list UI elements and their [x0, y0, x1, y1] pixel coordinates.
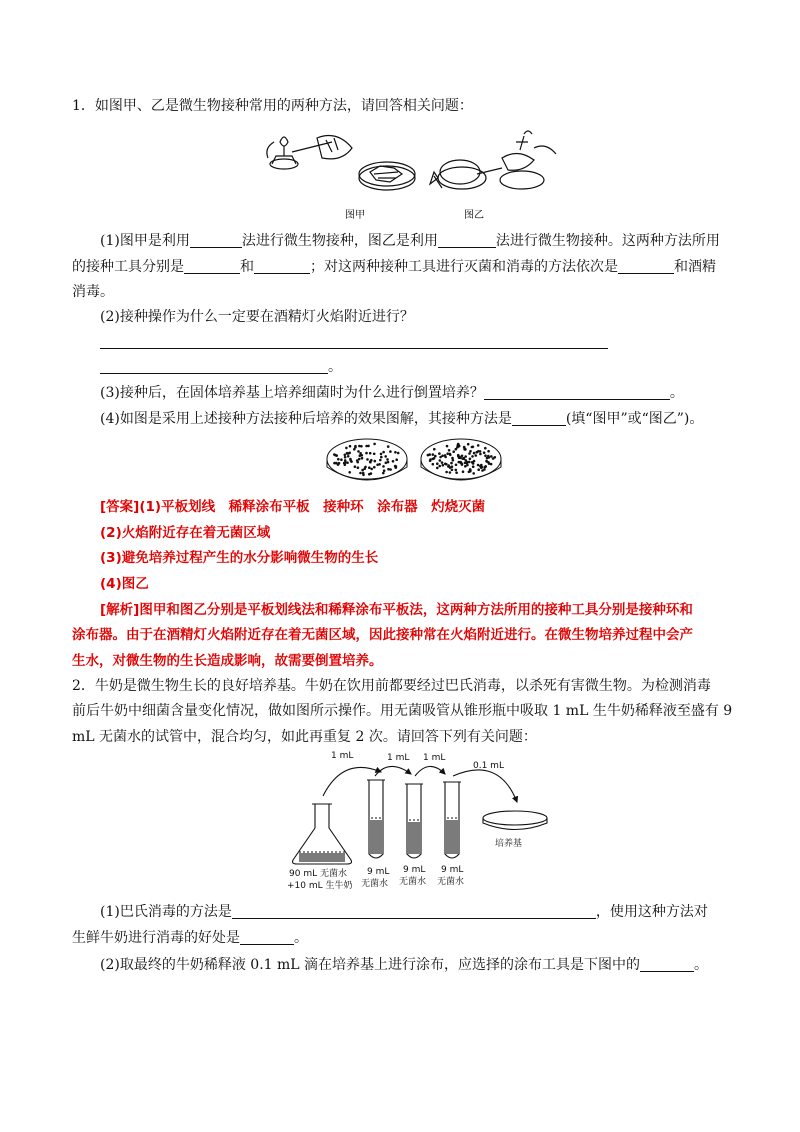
colony-dot	[476, 451, 479, 454]
colony-dot	[439, 456, 442, 459]
colony-dot	[344, 454, 347, 457]
colony-dot	[385, 462, 388, 465]
colony-dot	[480, 465, 483, 468]
colony-dot	[447, 464, 450, 467]
colony-dot	[356, 461, 359, 464]
colony-dot	[442, 464, 445, 467]
colony-dot	[472, 465, 475, 468]
colony-dot	[487, 450, 490, 453]
tube3-label-1: 9 mL	[441, 865, 464, 875]
colony-dot	[452, 459, 455, 462]
colony-dot	[462, 470, 465, 473]
colony-dot	[429, 460, 432, 463]
colony-dot	[432, 458, 435, 461]
colony-dot	[392, 460, 395, 463]
answer-line-2: (2)火焰附近存在着无菌区域	[100, 525, 271, 541]
colony-dot	[347, 455, 350, 458]
colony-dot	[477, 444, 480, 447]
colony-dot	[494, 456, 497, 459]
answer-blank[interactable]	[484, 384, 670, 400]
colony-dot	[362, 474, 365, 477]
colony-dot	[438, 465, 441, 468]
colony-dot	[360, 445, 363, 448]
colony-dot	[357, 450, 360, 453]
colony-plates-figure	[325, 437, 505, 489]
tube2-label-2: 无菌水	[399, 877, 427, 887]
colony-dot	[354, 445, 357, 448]
colony-dot	[394, 465, 397, 468]
arrow-label-3: 1 mL	[423, 753, 446, 763]
colony-dot	[370, 468, 373, 471]
fig-label-yi: 图乙	[464, 210, 484, 221]
colony-dot	[359, 452, 362, 455]
colony-dot	[438, 452, 441, 455]
colony-dot	[354, 465, 357, 468]
colony-dot	[471, 455, 474, 458]
colony-dot	[464, 448, 467, 451]
colony-dot	[344, 459, 347, 462]
dilution-diagram	[285, 748, 565, 898]
colony-dot	[376, 464, 379, 467]
colony-dot	[434, 455, 437, 458]
colony-dot	[461, 457, 464, 460]
colony-dot	[439, 459, 442, 462]
colony-dot	[370, 472, 373, 475]
colony-dot	[346, 461, 349, 464]
colony-dots-right	[427, 443, 497, 475]
colony-dot	[444, 454, 447, 457]
q1-part4: (4)如图是采用上述接种方法接种后培养的效果图解，其接种方法是 (填“图甲”或“图乙”)。	[100, 411, 704, 427]
colony-dot	[469, 450, 472, 453]
colony-dot	[448, 449, 451, 452]
colony-dot	[387, 445, 390, 448]
colony-dot	[459, 461, 462, 464]
colony-dot	[461, 455, 464, 458]
colony-dot	[455, 464, 458, 467]
colony-dot	[467, 443, 470, 446]
colony-dot	[394, 451, 397, 454]
q1-part1-line3: 消毒。	[72, 284, 114, 300]
colony-dot	[466, 464, 469, 467]
colony-dot	[374, 460, 377, 463]
colony-dot	[465, 459, 468, 462]
colony-dot	[373, 466, 376, 469]
colony-dot	[452, 450, 455, 453]
q2-intro-line1: 2．牛奶是微生物生长的良好培养基。牛奶在饮用前都要经过巴氏消毒，以杀死有害微生物。为检测消毒	[72, 678, 711, 694]
colony-dot	[455, 471, 458, 474]
colony-dot	[366, 458, 369, 461]
colony-dot	[382, 472, 385, 475]
answer-blank[interactable]	[438, 232, 496, 248]
colony-dot	[457, 443, 460, 446]
q1-part2: (2)接种操作为什么一定要在酒精灯火焰附近进行？	[100, 309, 414, 325]
colony-dot	[370, 459, 373, 462]
arrow-label-1: 1 mL	[331, 751, 354, 761]
q1-part1-line2: 的接种工具分别是 和 ；对这两种接种工具进行灭菌和消毒的方法依次是 和酒精	[72, 259, 716, 275]
colony-dot	[436, 462, 439, 465]
colony-dot	[485, 460, 488, 463]
arrow-label-2: 1 mL	[387, 753, 410, 763]
answer-blank[interactable]	[100, 333, 608, 349]
colony-dot	[387, 461, 390, 464]
colony-dot	[373, 453, 376, 456]
colony-dot	[386, 458, 389, 461]
colony-dot	[384, 455, 387, 458]
inoculation-figure	[262, 128, 562, 224]
q2-part1-line2: 生鲜牛奶进行消毒的好处是 。	[72, 930, 308, 946]
q1-part1-line1: (1)图甲是利用 法进行微生物接种，图乙是利用 法进行微生物接种。这两种方法所用	[100, 233, 720, 249]
colony-dot	[382, 451, 385, 454]
answer-blank[interactable]	[618, 258, 674, 274]
colony-dot	[359, 472, 362, 475]
colony-dot	[433, 448, 436, 451]
answer-blank[interactable]	[232, 903, 596, 919]
tube2-label-1: 9 mL	[403, 865, 426, 875]
colony-dot	[358, 458, 361, 461]
colony-dot	[449, 454, 452, 457]
colony-dot	[348, 471, 351, 474]
colony-dot	[383, 469, 386, 472]
colony-dot	[432, 463, 435, 466]
colony-dot	[389, 468, 392, 471]
answer-blank[interactable]	[640, 956, 694, 972]
colony-dot	[368, 466, 371, 469]
q2-part2: (2)取最终的牛奶稀释液 0.1 mL 滴在培养基上进行涂布，应选择的涂布工具是下图中的 。	[100, 957, 709, 973]
colony-dot	[484, 465, 487, 468]
colony-dot	[469, 470, 472, 473]
colony-dot	[337, 458, 340, 461]
colony-dot	[475, 454, 478, 457]
q1-part2-blank-line1	[100, 332, 608, 352]
colony-dot	[468, 452, 471, 455]
colony-dot	[344, 456, 347, 459]
colony-dot	[346, 452, 349, 455]
colony-dot	[395, 458, 398, 461]
colony-dot	[469, 458, 472, 461]
colony-dot	[477, 468, 480, 471]
colony-dot	[333, 453, 336, 456]
q1-title: 1．如图甲、乙是微生物接种常用的两种方法，请回答相关问题：	[72, 98, 473, 114]
q1-part3: (3)接种后，在固体培养基上培养细菌时为什么进行倒置培养？ 。	[100, 385, 684, 401]
colony-dot	[483, 451, 486, 454]
colony-dot	[363, 467, 366, 470]
colony-dot	[446, 452, 449, 455]
q2-intro-line3: mL 无菌水的试管中，混合均匀，如此再重复 2 次。请回答下列有关问题：	[72, 729, 537, 745]
answer-blank[interactable]	[512, 410, 566, 426]
colony-dot	[380, 456, 383, 459]
colony-dot	[473, 452, 476, 455]
colony-dot	[445, 471, 448, 474]
colony-dot	[488, 456, 491, 459]
answer-blank[interactable]	[254, 258, 310, 274]
colony-dot	[455, 469, 458, 472]
answer-line-1: [答案](1)平板划线 稀释涂布平板 接种环 涂布器 灼烧灭菌	[100, 499, 486, 515]
arrow-label-4: 0.1 mL	[473, 761, 504, 771]
q1-part2-blank-line2: 。	[100, 357, 342, 377]
colony-dot	[340, 458, 343, 461]
colony-dot	[484, 454, 487, 457]
colony-dot	[349, 445, 352, 448]
answer-line-4: (4)图乙	[100, 576, 149, 592]
answer-line-3: (3)避免培养过程产生的水分影响微生物的生长	[100, 550, 379, 566]
colony-dot	[333, 462, 336, 465]
colony-dot	[477, 464, 480, 467]
colony-dot	[479, 453, 482, 456]
answer-blank[interactable]	[190, 232, 242, 248]
q2-part1-line1: (1)巴氏消毒的方法是 ，使用这种方法对	[100, 904, 708, 920]
colony-dot	[490, 463, 493, 466]
answer-blank[interactable]	[100, 358, 328, 374]
colony-dot	[353, 448, 356, 451]
tube3-label-2: 无菌水	[437, 877, 465, 887]
plate-label: 培养基	[495, 839, 523, 849]
colony-dot	[389, 450, 392, 453]
colony-dot	[373, 443, 376, 446]
colony-dot	[432, 453, 435, 456]
colony-dot	[359, 454, 362, 457]
colony-dot	[481, 469, 484, 472]
colony-dot	[382, 465, 385, 468]
colony-dot	[348, 452, 351, 455]
colony-dot	[472, 472, 475, 475]
colony-dot	[451, 469, 454, 472]
colony-dot	[369, 452, 372, 455]
colony-dot	[357, 466, 360, 469]
colony-dot	[472, 462, 475, 465]
colony-dot	[484, 447, 487, 450]
colony-dot	[379, 459, 382, 462]
tube1-label-2: 无菌水	[361, 879, 389, 889]
colony-dot	[457, 455, 460, 458]
colony-dot	[455, 448, 458, 451]
colony-dot	[427, 454, 430, 457]
colony-dot	[380, 453, 383, 456]
flask-label-2: +10 mL 生牛奶	[287, 881, 353, 891]
answer-blank[interactable]	[240, 929, 294, 945]
colony-dot	[365, 452, 368, 455]
tube1-label-1: 9 mL	[367, 867, 390, 877]
colony-dot	[473, 460, 476, 463]
analysis-line-2: 涂布器。由于在酒精灯火焰附近存在着无菌区域，因此接种常在火焰附近进行。在微生物培养过程中会产	[72, 627, 693, 643]
colony-dot	[338, 462, 341, 465]
q2-intro-line2: 前后牛奶中细菌含量变化情况，做如图所示操作。用无菌吸管从锥形瓶中吸取 1 mL 生牛奶稀释液至盛有 9	[72, 703, 733, 719]
colony-dot	[449, 471, 452, 474]
colony-dot	[349, 459, 352, 462]
colony-dot	[436, 467, 439, 470]
colony-dot	[445, 463, 448, 466]
flask-label-1: 90 mL 无菌水	[289, 869, 347, 879]
colony-dot	[471, 446, 474, 449]
colony-dot	[450, 462, 453, 465]
colony-dot	[441, 461, 444, 464]
fig-label-jia: 图甲	[345, 210, 365, 221]
colony-dots-left	[333, 443, 400, 477]
colony-dot	[365, 445, 368, 448]
colony-dot	[397, 452, 400, 455]
analysis-line-1: [解析]图甲和图乙分别是平板划线法和稀释涂布平板法，这两种方法所用的接种工具分别是接种环和	[100, 602, 693, 618]
answer-blank[interactable]	[184, 258, 240, 274]
colony-dot	[361, 457, 364, 460]
colony-dot	[490, 455, 493, 458]
colony-dot	[345, 447, 348, 450]
analysis-line-3: 生水，对微生物的生长造成影响，故需要倒置培养。	[72, 653, 383, 669]
colony-dot	[446, 445, 449, 448]
